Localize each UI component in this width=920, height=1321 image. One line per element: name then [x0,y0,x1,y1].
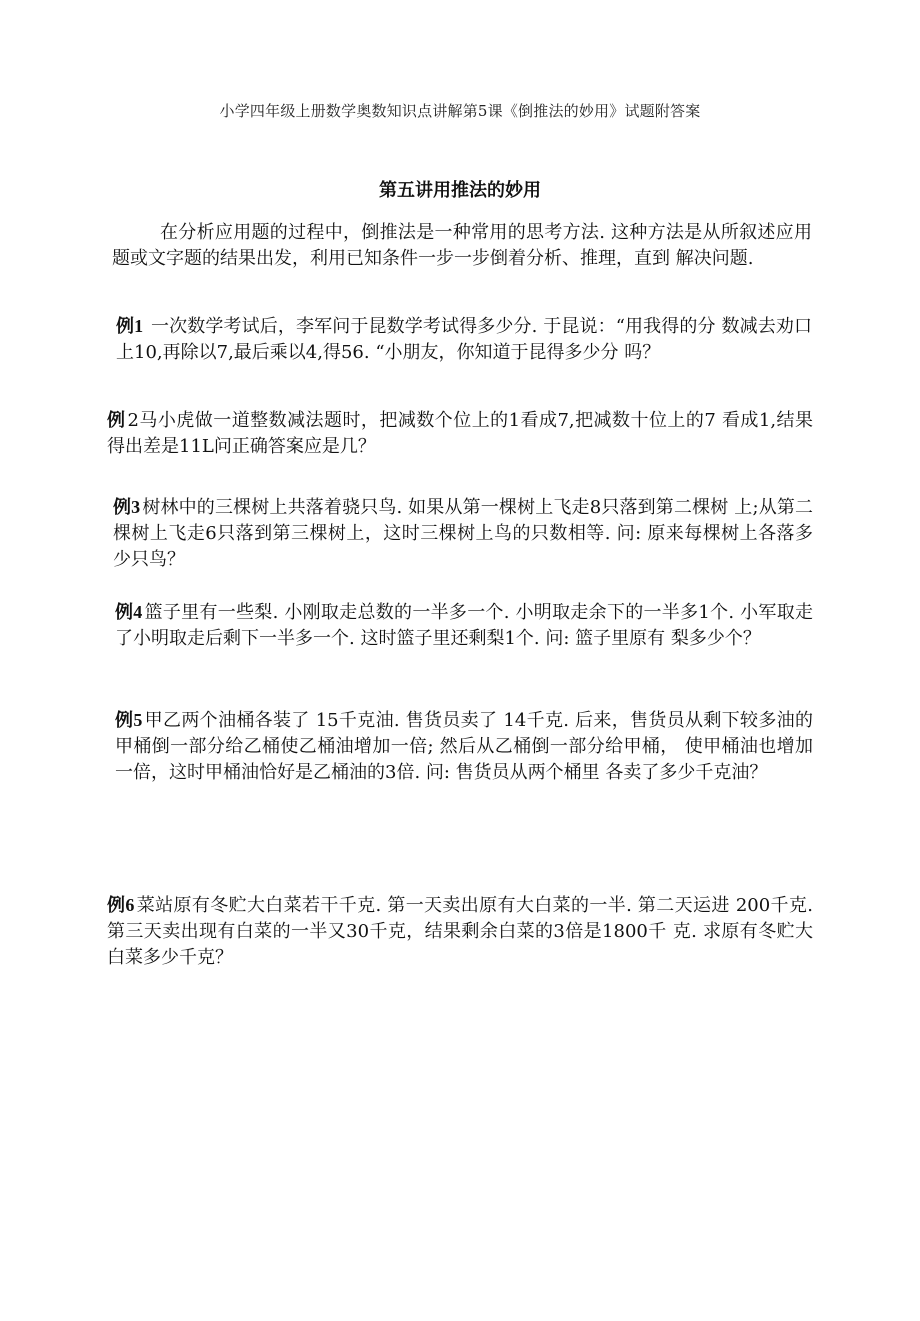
example-1-text: 一次数学考试后，李军问于昆数学考试得多少分. 于昆说：“用我得的分 数减去劝口上10,再除以7,最后乘以4,得56. “小朋友，你知道于昆得多少分 吗？ [116,316,813,363]
example-1 [116,313,812,366]
page-header: 小学四年级上册数学奥数知识点讲解第5课《倒推法的妙用》试题附答案 [219,102,701,120]
example-6-text: 菜站原有冬贮大白菜若干千克. 第一天卖出原有大白菜的一半. 第二天运进 200千克. 第三天卖出现有白菜的一半又30千克，结果剩余白菜的3倍是1800千 克. 求原有冬贮大白菜多少千克？ [107,895,814,968]
example-4-label: 例4 [115,602,143,622]
example-4-text: 篮子里有一些梨. 小刚取走总数的一半多一个. 小明取走余下的一半多1个. 小军取走了小明取走后剩下一半多一个. 这时篮子里还剩梨1个. 问: 篮子里原有 梨多少个？ [115,602,814,649]
example-4 [115,599,813,652]
example-6-label: 例6 [107,895,135,915]
example-3-label: 例3 [113,497,141,517]
intro-paragraph: 在分析应用题的过程中，倒推法是一种常用的思考方法. 这种方法是从所叙述应用题或文字题的结果出发，利用已知条件一步一步倒着分析、推理，直到 解决问题. [112,222,812,269]
example-1-label: 例1 [116,316,144,336]
example-5 [115,707,813,786]
example-3 [113,494,813,573]
document-title: 第五讲用推法的妙用 [379,180,541,201]
example-6 [107,892,813,971]
example-2-label: 例 [107,410,126,430]
example-5-label: 例5 [115,710,143,730]
example-2-text: 2马小虎做一道整数减法题时，把减数个位上的1看成7,把减数十位上的7 看成1,结果得出差是11L问正确答案应是几？ [107,410,813,457]
example-5-text: 甲乙两个油桶各装了 15千克油. 售货员卖了 14千克. 后来，售货员从剩下较多油的甲桶倒一部分给乙桶使乙桶油增加一倍; 然后从乙桶倒一部分给甲桶， 使甲桶油也增加一倍，这时甲桶油恰好是乙桶油的3倍. 问: 售货员从两个桶里 各卖了多少千克油？ [115,710,814,783]
example-2 [107,407,813,460]
example-3-text: 树林中的三棵树上共落着骁只鸟. 如果从第一棵树上飞走8只落到第二棵树 上;从第二棵树上飞走6只落到第三棵树上，这时三棵树上鸟的只数相等. 问: 原来每棵树上各落多少只鸟？ [113,497,814,570]
